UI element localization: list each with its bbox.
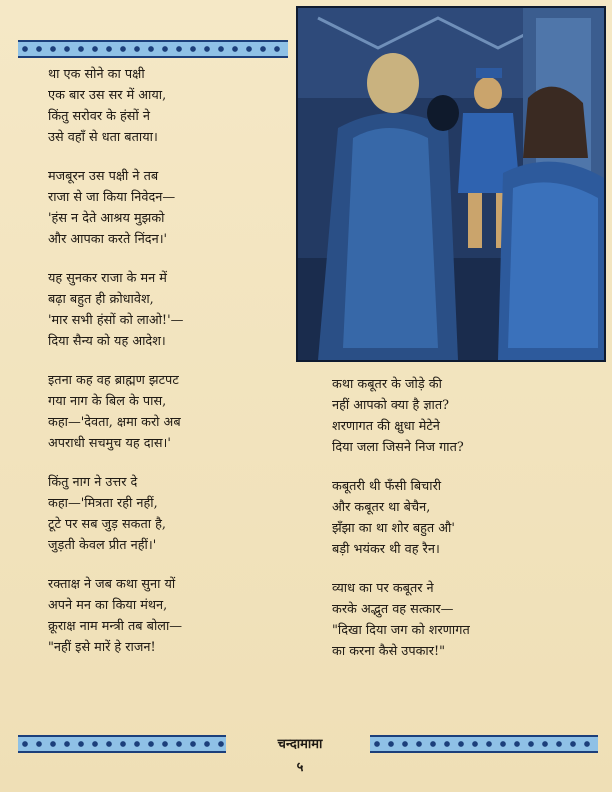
verse-line: कबूतरी थी फँसी बिचारी (332, 479, 442, 494)
verse-line: नहीं आपको क्या है ज्ञात? (332, 398, 450, 413)
verse-line: करके अद्भुत वह सत्कार— (332, 602, 454, 617)
decorative-border-bottom-left (18, 735, 226, 753)
verse-line: यह सुनकर राजा के मन में (48, 271, 167, 286)
decorative-border-top (18, 40, 288, 58)
verse-line: दिया सैन्य को यह आदेश। (48, 334, 166, 349)
illustration-drawing (298, 8, 604, 360)
story-illustration (296, 6, 606, 362)
verse-line: बड़ी भयंकर थी वह रैन। (332, 542, 440, 557)
verse-line: इतना कह वह ब्राह्मण झटपट (48, 373, 179, 388)
verse-line: रक्ताक्ष ने जब कथा सुना यों (48, 577, 176, 592)
verse-line: मजबूरन उस पक्षी ने तब (48, 169, 159, 184)
verse-line: जुड़ती केवल प्रीत नहीं।' (48, 538, 157, 553)
verse-line: और आपका करते निंदन।' (48, 232, 168, 247)
stanza-9 (332, 578, 602, 662)
stanza-5 (48, 472, 296, 556)
verse-line: था एक सोने का पक्षी (48, 67, 145, 82)
stanza-2 (48, 166, 296, 250)
verse-line: "दिखा दिया जग को शरणागत (332, 623, 470, 638)
verse-line: एक बार उस सर में आया, (48, 88, 167, 103)
verse-line: बढ़ा बहुत ही क्रोधावेश, (48, 292, 154, 307)
verse-line: क्रूराक्ष नाम मन्त्री तब बोला— (48, 619, 183, 634)
verse-line: किंतु सरोवर के हंसों ने (48, 109, 150, 124)
stanza-4 (48, 370, 296, 454)
decorative-border-bottom-right (370, 735, 598, 753)
verse-line: शरणागत की क्षुधा मेटेने (332, 419, 440, 434)
verse-line: का करना कैसे उपकार!" (332, 644, 445, 659)
verse-line: और कबूतर था बेचैन, (332, 500, 431, 515)
stanza-6 (48, 574, 296, 658)
verse-line: कथा कबूतर के जोड़े की (332, 377, 442, 392)
magazine-name: चन्दामामा (277, 737, 323, 752)
verse-line: अपने मन का किया मंथन, (48, 598, 168, 613)
verse-line: गया नाग के बिल के पास, (48, 394, 167, 409)
stanza-1 (48, 64, 296, 148)
verse-line: कहा—'देवता, क्षमा करो अब (48, 415, 181, 430)
verse-line: 'हंस न देते आश्रय मुझको (48, 211, 165, 226)
verse-line: अपराधी सचमुच यह दास।' (48, 436, 171, 451)
verse-line: व्याध का पर कबूतर ने (332, 581, 434, 596)
poem-right-column (332, 374, 602, 680)
poem-left-column (48, 64, 296, 676)
verse-line: किंतु नाग ने उत्तर दे (48, 475, 138, 490)
stanza-8 (332, 476, 602, 560)
verse-line: "नहीं इसे मारें हे राजन! (48, 640, 156, 655)
verse-line: कहा—'मित्रता रही नहीं, (48, 496, 158, 511)
verse-line: टूटे पर सब जुड़ सकता है, (48, 517, 166, 532)
verse-line: उसे वहाँ से धता बताया। (48, 130, 158, 145)
stanza-3 (48, 268, 296, 352)
verse-line: 'मार सभी हंसों को लाओ!'— (48, 313, 184, 328)
verse-line: दिया जला जिसने निज गात? (332, 440, 464, 455)
verse-line: राजा से जा किया निवेदन— (48, 190, 176, 205)
page-number: ५ (296, 760, 304, 775)
verse-line: झँझा का था शोर बहुत औ' (332, 521, 455, 536)
stanza-7 (332, 374, 602, 458)
